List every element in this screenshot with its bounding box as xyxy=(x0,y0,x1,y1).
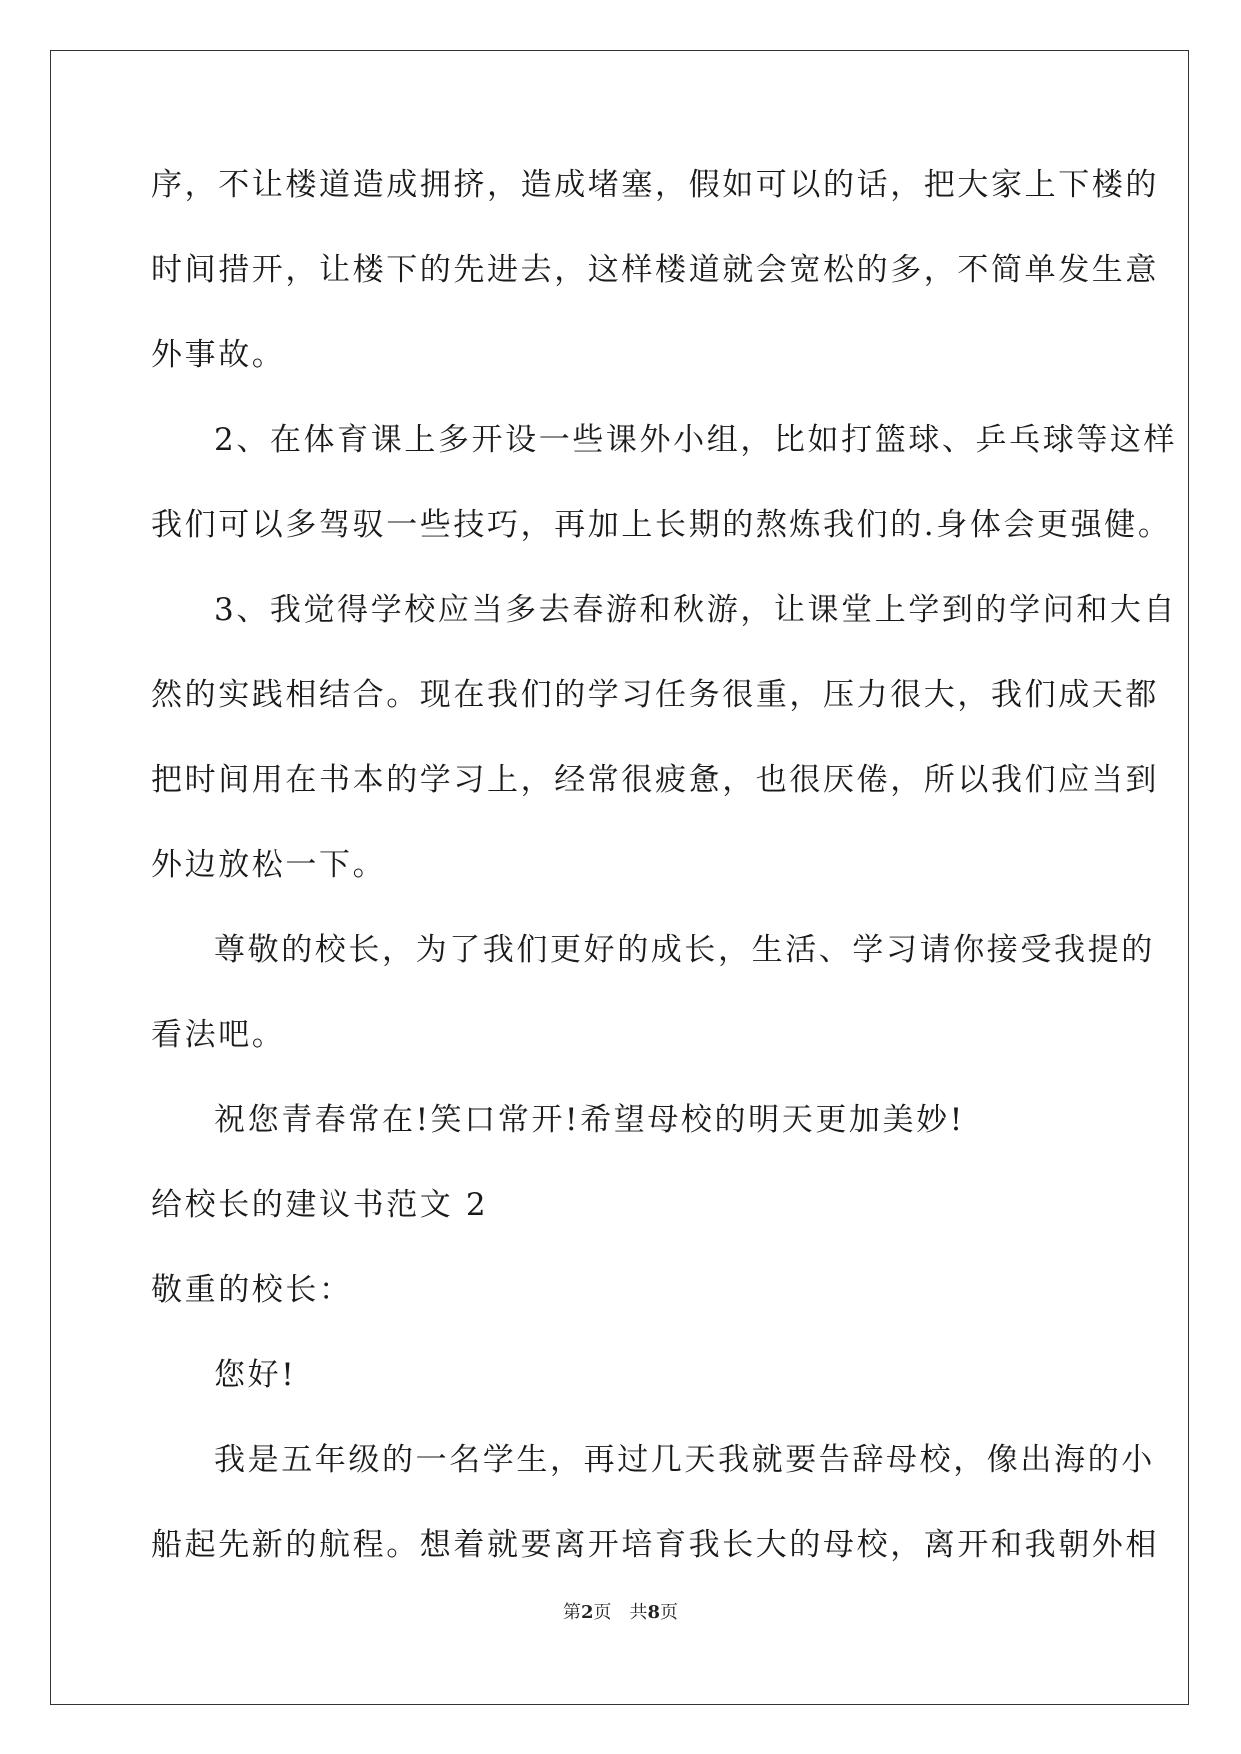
footer-suffix: 页 xyxy=(660,1602,679,1623)
text-line: 外边放松一下。 xyxy=(151,847,387,883)
footer-middle: 页 共 xyxy=(593,1602,648,1623)
paragraph-start: 尊敬的校长，为了我们更好的成长，生活、学习请你接受我提的 xyxy=(214,932,1155,968)
text-line: 看法吧。 xyxy=(151,1017,286,1053)
text-line: 我们可以多驾驭一些技巧，再加上长期的熬炼我们的.身体会更强健。 xyxy=(151,507,1172,543)
section-title: 给校长的建议书范文 2 xyxy=(151,1187,489,1223)
paragraph-start: 2、在体育课上多开设一些课外小组，比如打篮球、乒乓球等这样 xyxy=(214,422,1178,458)
closing-wish: 祝您青春常在!笑口常开!希望母校的明天更加美妙! xyxy=(214,1102,965,1138)
paragraph-start: 3、我觉得学校应当多去春游和秋游，让课堂上学到的学问和大自 xyxy=(214,592,1178,628)
text-line: 序，不让楼道造成拥挤，造成堵塞，假如可以的话，把大家上下楼的 xyxy=(151,167,1159,203)
document-body xyxy=(151,157,1178,1602)
text-line: 船起先新的航程。想着就要离开培育我长大的母校，离开和我朝外相 xyxy=(151,1527,1159,1563)
page-footer xyxy=(0,1598,1241,1624)
text-line: 把时间用在书本的学习上，经常很疲惫，也很厌倦，所以我们应当到 xyxy=(151,762,1159,798)
footer-prefix: 第 xyxy=(562,1602,581,1623)
current-page-number: 2 xyxy=(580,1602,594,1623)
salutation: 敬重的校长： xyxy=(151,1272,353,1308)
text-line: 时间措开，让楼下的先进去，这样楼道就会宽松的多，不简单发生意 xyxy=(151,252,1159,288)
text-line: 然的实践相结合。现在我们的学习任务很重，压力很大，我们成天都 xyxy=(151,677,1159,713)
paragraph-start: 我是五年级的一名学生，再过几天我就要告辞母校，像出海的小 xyxy=(214,1442,1155,1478)
greeting: 您好! xyxy=(214,1357,297,1393)
text-line: 外事故。 xyxy=(151,337,286,373)
total-page-number: 8 xyxy=(647,1602,661,1623)
